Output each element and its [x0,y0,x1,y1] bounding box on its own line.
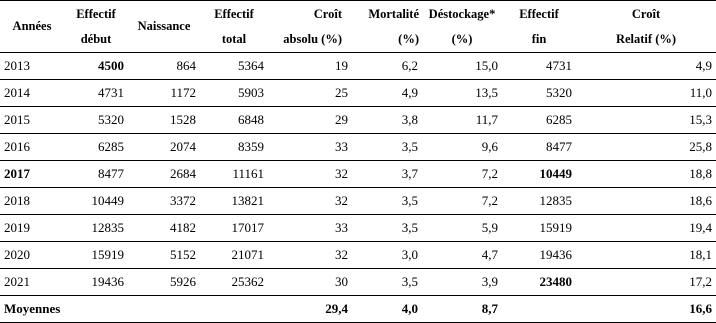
value-cell: 6848 [238,112,264,127]
value-cell: 12835 [539,193,572,208]
value-cell: 29 [335,112,348,127]
value-cell: 6285 [98,139,124,154]
mean-value: 29,4 [325,301,348,316]
value-cell: 5320 [98,112,124,127]
header-effectif-fin: Effectif fin [519,6,559,46]
year-cell: 2020 [4,247,30,262]
mean-row [0,296,716,323]
value-cell: 13821 [231,193,264,208]
value-cell: 15,0 [475,58,498,73]
value-cell: 4,9 [401,85,418,100]
value-cell: 30 [335,274,348,289]
value-cell: 32 [335,166,348,181]
value-cell: 864 [176,58,196,73]
value-cell: 8477 [98,166,124,181]
value-cell: 3,8 [401,112,418,127]
year-cell: 2014 [4,85,30,100]
value-cell: 19436 [539,247,572,262]
value-cell: 5364 [238,58,264,73]
value-cell: 4,9 [695,58,712,73]
value-cell: 3,5 [401,274,418,289]
value-cell: 4,7 [481,247,498,262]
value-cell: 5903 [238,85,264,100]
value-cell: 32 [335,193,348,208]
year-cell: 2018 [4,193,30,208]
year-cell: 2017 [4,166,30,181]
value-cell: 25362 [231,274,264,289]
value-cell: 15,3 [689,112,712,127]
value-cell: 5320 [546,85,572,100]
value-cell: 19436 [91,274,124,289]
value-cell: 8359 [238,139,264,154]
header-croit-relatif: Croît Relatif (%) [615,6,677,46]
mean-value [128,296,200,323]
value-cell: 18,1 [689,247,712,262]
value-cell: 25,8 [689,139,712,154]
value-cell: 17017 [231,220,264,235]
year-cell: 2021 [4,274,30,289]
header-destockage: Déstockage* (%) [428,6,496,46]
value-cell: 6285 [546,112,572,127]
table-row [0,80,716,107]
value-cell: 19,4 [689,220,712,235]
value-cell: 7,2 [481,193,498,208]
value-cell: 17,2 [689,274,712,289]
value-cell: 3,5 [401,193,418,208]
year-cell: 2019 [4,220,30,235]
value-cell: 3372 [170,193,196,208]
value-cell: 11,7 [475,112,498,127]
table-row [0,161,716,188]
value-cell: 11161 [232,166,264,181]
value-cell: 3,5 [401,139,418,154]
value-cell: 15919 [539,220,572,235]
mean-value [200,296,268,323]
header-row [0,1,716,53]
header-effectif-debut: Effectif début [76,6,116,46]
year-cell: 2016 [4,139,30,154]
value-cell: 10449 [539,166,572,181]
value-cell: 3,9 [481,274,498,289]
mean-value: 4,0 [401,301,418,316]
value-cell: 4731 [98,85,124,100]
header-croit-absolu: Croît absolu (%) [283,6,342,46]
header-annees: Années [12,19,52,33]
value-cell: 25 [335,85,348,100]
value-cell: 21071 [231,247,264,262]
value-cell: 19 [335,58,348,73]
table-row [0,134,716,161]
table-row [0,188,716,215]
table-row [0,215,716,242]
value-cell: 7,2 [481,166,498,181]
value-cell: 3,0 [401,247,418,262]
value-cell: 18,8 [689,166,712,181]
value-cell: 1172 [170,85,196,100]
value-cell: 12835 [91,220,124,235]
value-cell: 4500 [98,58,124,73]
table-row [0,242,716,269]
value-cell: 9,6 [481,139,498,154]
value-cell: 3,7 [401,166,418,181]
value-cell: 33 [335,139,348,154]
value-cell: 3,5 [401,220,418,235]
value-cell: 2074 [170,139,196,154]
header-effectif-total: Effectif total [214,6,254,46]
value-cell: 33 [335,220,348,235]
value-cell: 15919 [91,247,124,262]
value-cell: 5926 [170,274,196,289]
mean-label: Moyennes [4,301,61,316]
table-row [0,53,716,80]
value-cell: 18,6 [689,193,712,208]
table-row [0,269,716,296]
value-cell: 4731 [546,58,572,73]
table-row [0,107,716,134]
value-cell: 32 [335,247,348,262]
year-cell: 2015 [4,112,30,127]
value-cell: 4182 [170,220,196,235]
mean-value [64,296,128,323]
value-cell: 5152 [170,247,196,262]
value-cell: 13,5 [475,85,498,100]
mean-value: 16,6 [689,301,712,316]
year-cell: 2013 [4,58,30,73]
value-cell: 8477 [546,139,572,154]
mean-value [502,296,576,323]
value-cell: 6,2 [401,58,418,73]
header-mortalite: Mortalité (%) [368,6,419,46]
mean-value: 8,7 [481,301,498,316]
value-cell: 5,9 [481,220,498,235]
value-cell: 23480 [539,274,572,289]
value-cell: 2684 [170,166,196,181]
header-naissance: Naissance [137,19,191,33]
value-cell: 11,0 [689,85,712,100]
value-cell: 10449 [91,193,124,208]
table-body [0,53,716,323]
value-cell: 1528 [170,112,196,127]
